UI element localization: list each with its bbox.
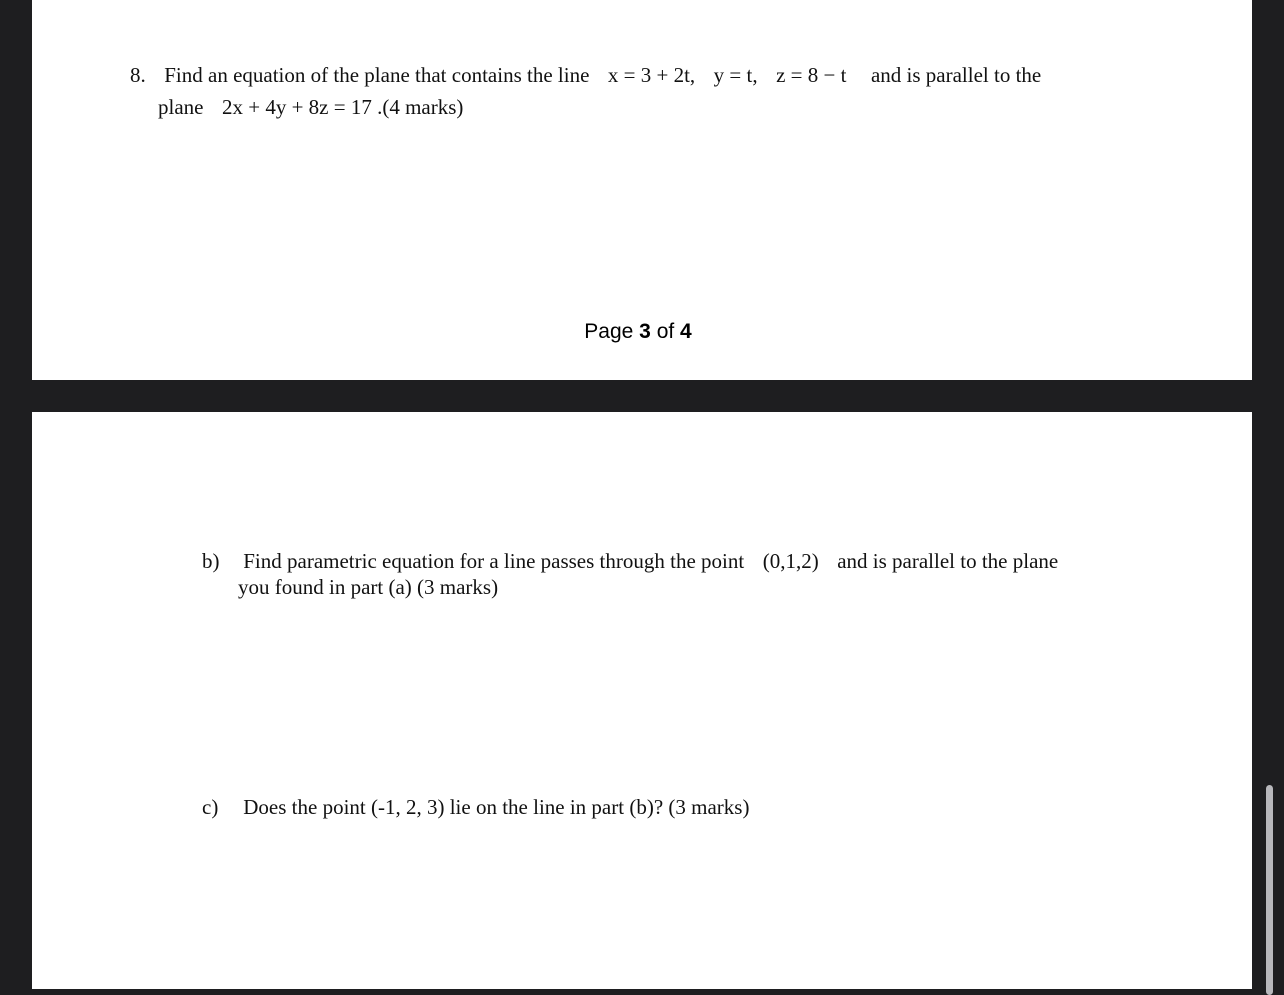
footer-of: of (656, 320, 675, 343)
equation-plane: 2x + 4y + 8z = 17 (221, 95, 372, 119)
part-c-label: c) (202, 795, 219, 819)
page-footer (32, 320, 1244, 344)
part-b-text: Find parametric equation for a line passes through the point (243, 549, 745, 573)
part-b-label: b) (202, 549, 220, 573)
equation-x: x = 3 + 2t, (607, 63, 696, 87)
question-text-plane: plane (158, 95, 204, 119)
footer-current-page: 3 (639, 320, 651, 343)
footer-prefix: Page (584, 320, 634, 343)
question-marks: .(4 marks) (377, 95, 464, 119)
vertical-scrollbar[interactable] (1266, 785, 1273, 995)
part-c-line (202, 791, 749, 823)
document-page-3 (32, 0, 1252, 380)
question-text-continued: and is parallel to the (870, 63, 1042, 87)
part-b-line-2 (238, 571, 498, 603)
question-8-line-1 (130, 59, 1041, 91)
equation-z: z = 8 − t (776, 63, 847, 87)
part-c-text: Does the point (-1, 2, 3) lie on the line in part (b)? (3 marks) (243, 795, 750, 819)
question-text: Find an equation of the plane that contains the line (164, 63, 590, 87)
part-b-text-line-2: you found in part (a) (3 marks) (238, 575, 499, 599)
question-8-line-2 (158, 91, 463, 123)
document-page-4 (32, 412, 1252, 989)
part-b-text-end: and is parallel to the plane (837, 549, 1059, 573)
part-b-point: (0,1,2) (762, 549, 819, 573)
equation-y: y = t, (713, 63, 758, 87)
footer-total-pages: 4 (680, 320, 692, 343)
question-number: 8. (130, 63, 146, 87)
